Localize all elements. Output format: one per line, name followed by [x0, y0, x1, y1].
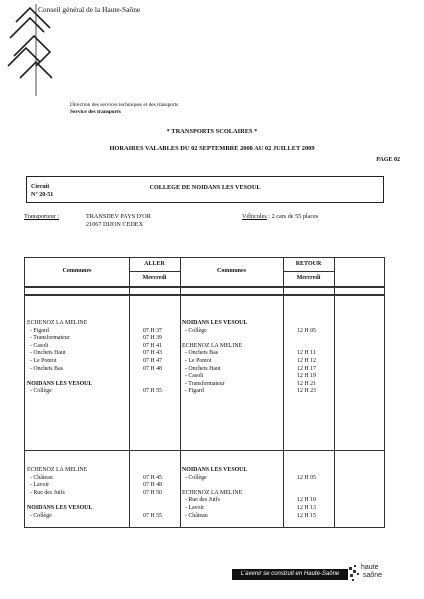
transporteur-label: Transporteur : — [24, 213, 60, 220]
brand-line2: saône — [363, 572, 383, 579]
stop-time: 07 H 48 — [143, 482, 162, 489]
header-separator — [25, 294, 384, 296]
page-number: PAGE 02 — [376, 157, 400, 163]
stop-name: NOIDANS LES VESOUL — [27, 505, 93, 511]
stop-time: 12 H 05 — [297, 474, 316, 481]
stop-time: 12 H 17 — [297, 365, 316, 372]
stop-name: NOIDANS LES VESOUL — [182, 320, 248, 326]
haute-saone-brand-logo — [348, 557, 398, 587]
stop-name: - Figard — [182, 388, 204, 395]
header-separator — [25, 286, 384, 288]
header-retour: RETOUR — [295, 261, 322, 267]
column-divider — [180, 258, 181, 527]
stop-time: 12 H 11 — [297, 350, 316, 357]
stop-time: 07 H 55 — [143, 512, 162, 519]
stop-name: - Figard — [27, 327, 49, 334]
header-aller: ALLER — [144, 261, 165, 267]
column-divider — [334, 258, 335, 527]
transporteur-block — [24, 213, 151, 229]
stop-time: 12 H 05 — [297, 327, 316, 334]
stop-name: - Collège — [182, 474, 207, 481]
block-separator — [25, 450, 384, 451]
stop-time: 12 H 13 — [297, 505, 316, 511]
stop-time: 07 H 37 — [143, 327, 162, 334]
stop-time: 07 H 48 — [143, 365, 162, 372]
stop-time: 07 H 50 — [143, 489, 162, 496]
circuit-label: Circuit — [31, 184, 50, 190]
stop-name: NOIDANS LES VESOUL — [182, 467, 248, 473]
stop-time: 12 H 10 — [297, 497, 316, 504]
document-title: * TRANSPORTS SCOLAIRES * — [166, 128, 258, 135]
service-name: Service des transports — [70, 109, 121, 115]
stop-name: - Onchets Bas — [27, 365, 63, 372]
stop-name: - Transformateur — [27, 335, 70, 342]
vehicules-label: Véhicules — [242, 213, 267, 220]
circuit-box — [26, 176, 384, 203]
stop-name: - Lavoir — [182, 505, 205, 511]
stop-name: - Transformateur — [182, 380, 225, 387]
stop-time: 07 H 45 — [143, 474, 162, 481]
stop-time: 07 H 41 — [143, 342, 162, 349]
stop-time: 07 H 43 — [143, 350, 162, 357]
header-divider — [283, 271, 334, 272]
header-retour-day: Mercredi — [296, 275, 321, 281]
direction-block — [70, 102, 178, 116]
stop-name: - Onchets Haut — [182, 365, 221, 372]
stop-name: - Château — [182, 512, 208, 519]
header-divider — [129, 271, 180, 272]
stop-time: 07 H 47 — [143, 358, 162, 364]
stop-name: - Collège — [182, 327, 207, 334]
schedule-table — [24, 257, 385, 528]
stop-name: - Rue des Juifs — [27, 489, 65, 496]
header-aller-day: Mercredi — [142, 275, 167, 281]
vehicules-block — [242, 213, 318, 220]
stop-name: - Le Pontot — [182, 358, 212, 364]
stop-name: - Lavoir — [27, 482, 50, 489]
transporteur-city: 21067 DIJON CEDEX — [86, 221, 144, 228]
stop-time: 12 H 19 — [297, 373, 316, 380]
column-divider — [129, 258, 130, 527]
stop-time: 07 H 55 — [143, 388, 162, 395]
transporteur-info — [86, 213, 151, 229]
direction-name: Direction des services techniques et des transports — [70, 102, 179, 108]
stop-name: - Onchets Haut — [27, 350, 66, 357]
stop-name: ECHENOZ LA MELINE — [182, 489, 243, 496]
department-logo — [6, 4, 70, 96]
header-communes-aller: Communes — [62, 268, 92, 274]
column-divider — [283, 258, 284, 527]
stop-name: - Collège — [27, 512, 52, 519]
stop-name: - Onchets Bas — [182, 350, 218, 357]
stop-time: 12 H 23 — [297, 388, 316, 395]
stop-name: - Château — [27, 474, 53, 481]
footer-slogan: L'avenir se construit en Haute-Saône — [232, 569, 348, 580]
stop-time: 12 H 15 — [297, 512, 316, 519]
vehicules-value: : 2 cars de 55 places — [268, 213, 319, 220]
organization-name: Conseil général de la Haute-Saône — [38, 5, 141, 14]
stop-name: ECHENOZ LA MELINE — [182, 342, 243, 349]
validity-dates: HORAIRES VALABLES DU 02 SEPTEMBRE 2008 AU 02 JUILLET 2009 — [109, 145, 315, 152]
transporteur-name: TRANSDEV PAYS D'OR — [86, 213, 151, 220]
stop-time: 07 H 39 — [143, 335, 162, 342]
stop-name: - Casoli — [27, 342, 49, 349]
stop-name: - Collège — [27, 388, 52, 395]
header-communes-retour: Communes — [216, 268, 246, 274]
stop-time: 12 H 21 — [297, 380, 316, 387]
stop-name: ECHENOZ LA MELINE — [27, 467, 88, 473]
stop-name: - Le Pontot — [27, 358, 57, 364]
stop-name: - Rue des Juifs — [182, 497, 220, 504]
stop-time: 12 H 12 — [297, 358, 316, 364]
circuit-number: N° 20-51 — [31, 192, 54, 198]
stop-name: NOIDANS LES VESOUL — [27, 380, 93, 387]
stop-name: - Casoli — [182, 373, 204, 380]
stop-name: ECHENOZ LA MELINE — [27, 320, 88, 326]
brand-line1: haute — [361, 564, 379, 571]
circuit-name: COLLEGE DE NOIDANS LES VESOUL — [149, 184, 261, 191]
